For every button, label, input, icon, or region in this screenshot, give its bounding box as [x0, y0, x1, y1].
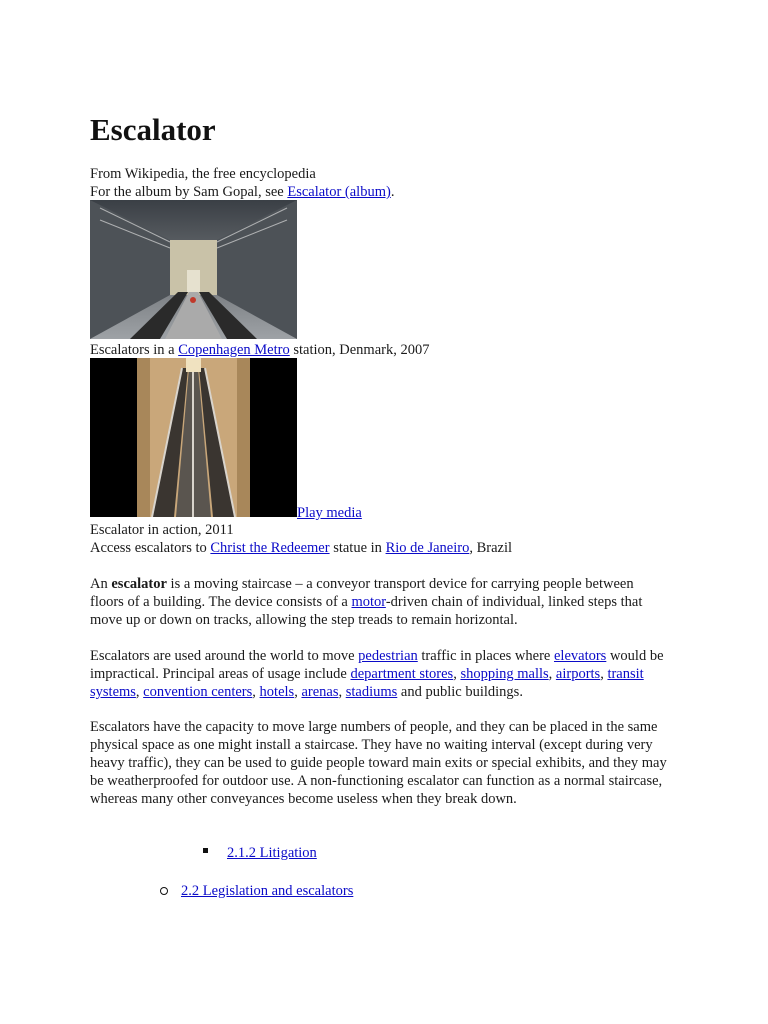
copenhagen-metro-photo[interactable] [90, 200, 297, 339]
christ-the-redeemer-link[interactable]: Christ the Redeemer [210, 540, 330, 556]
p1-text1: An [90, 576, 112, 592]
p2-text4: and public buildings. [397, 684, 523, 700]
arenas-link[interactable]: arenas [301, 684, 339, 700]
p2-comma4: , [135, 684, 144, 700]
convention-centers-link[interactable]: convention centers [143, 684, 253, 700]
p2-comma5: , [252, 684, 260, 700]
page-title: Escalator [90, 112, 216, 147]
p2-comma6: , [294, 684, 302, 700]
p1-text2: is a moving staircase – a conveyor transport device for carrying people between floors of a building. The device consists of a [90, 576, 634, 610]
toc-legislation-link[interactable]: 2.2 Legislation and escalators [181, 883, 354, 899]
p2-text2: traffic in places where [417, 648, 554, 664]
airports-link[interactable]: airports [555, 666, 601, 682]
escalator-album-link[interactable]: Escalator (album) [287, 184, 391, 200]
p2-comma1: , [453, 666, 461, 682]
transit-systems-link[interactable]: transit systems [90, 666, 644, 700]
p1-bold-term: escalator [111, 576, 167, 592]
figure2-caption2-suffix: , Brazil [469, 540, 513, 556]
toc-litigation-link[interactable]: 2.1.2 Litigation [227, 845, 317, 861]
intro-paragraph [90, 575, 670, 629]
figure2-caption2-middle: statue in [329, 540, 386, 556]
shopping-malls-link[interactable]: shopping malls [460, 666, 549, 682]
copenhagen-metro-image [90, 200, 297, 339]
p2-text1: Escalators are used around the world to move [90, 648, 359, 664]
figure2-caption-line2 [90, 539, 512, 557]
p1-text3: -driven chain of individual, linked steps that move up or down on tracks, allowing the step treads to remain horizontal. [90, 594, 643, 628]
pedestrian-link[interactable]: pedestrian [358, 648, 418, 664]
toc-item-legislation [181, 882, 353, 900]
usage-paragraph [90, 647, 670, 701]
circle-bullet-icon [160, 887, 168, 895]
play-media [297, 504, 362, 522]
figure1-caption-prefix: Escalators in a [90, 342, 179, 358]
copenhagen-metro-link[interactable]: Copenhagen Metro [178, 342, 290, 358]
rio-de-janeiro-link[interactable]: Rio de Janeiro [385, 540, 470, 556]
escalator-video-image [90, 358, 297, 517]
stadiums-link[interactable]: stadiums [345, 684, 398, 700]
figure1-caption-suffix: station, Denmark, 2007 [289, 342, 430, 358]
p2-text3: would be impractical. Principal areas of usage include [90, 648, 664, 682]
p2-comma7: , [338, 684, 346, 700]
p2-comma2: , [548, 666, 556, 682]
hotels-link[interactable]: hotels [259, 684, 295, 700]
capacity-paragraph: Escalators have the capacity to move large numbers of people, and they can be placed in the same physical space as one might install a staircase. They have no waiting interval (except during very heavy traffic), they can be used to guide people toward main exits or special exhibits, and they may be weatherproofed for outdoor use. A non-functioning escalator can function as a normal staircase, whereas many other conveyances become useless when they break down. [90, 719, 667, 807]
escalator-video-thumbnail[interactable] [90, 358, 297, 517]
elevators-link[interactable]: elevators [553, 648, 607, 664]
toc-item-litigation [227, 844, 317, 862]
figure1-caption [90, 341, 429, 359]
hatnote-suffix: . [390, 184, 395, 200]
from-line: From Wikipedia, the free encyclopedia [90, 166, 316, 182]
p2-comma3: , [600, 666, 608, 682]
figure2-caption2-prefix: Access escalators to [90, 540, 211, 556]
motor-link[interactable]: motor [351, 594, 386, 610]
play-media-link[interactable]: Play media [297, 505, 362, 521]
hatnote [90, 183, 394, 201]
figure2-caption-line1: Escalator in action, 2011 [90, 522, 234, 538]
department-stores-link[interactable]: department stores [350, 666, 454, 682]
square-bullet-icon [203, 848, 208, 853]
hatnote-prefix: For the album by Sam Gopal, see [90, 184, 288, 200]
